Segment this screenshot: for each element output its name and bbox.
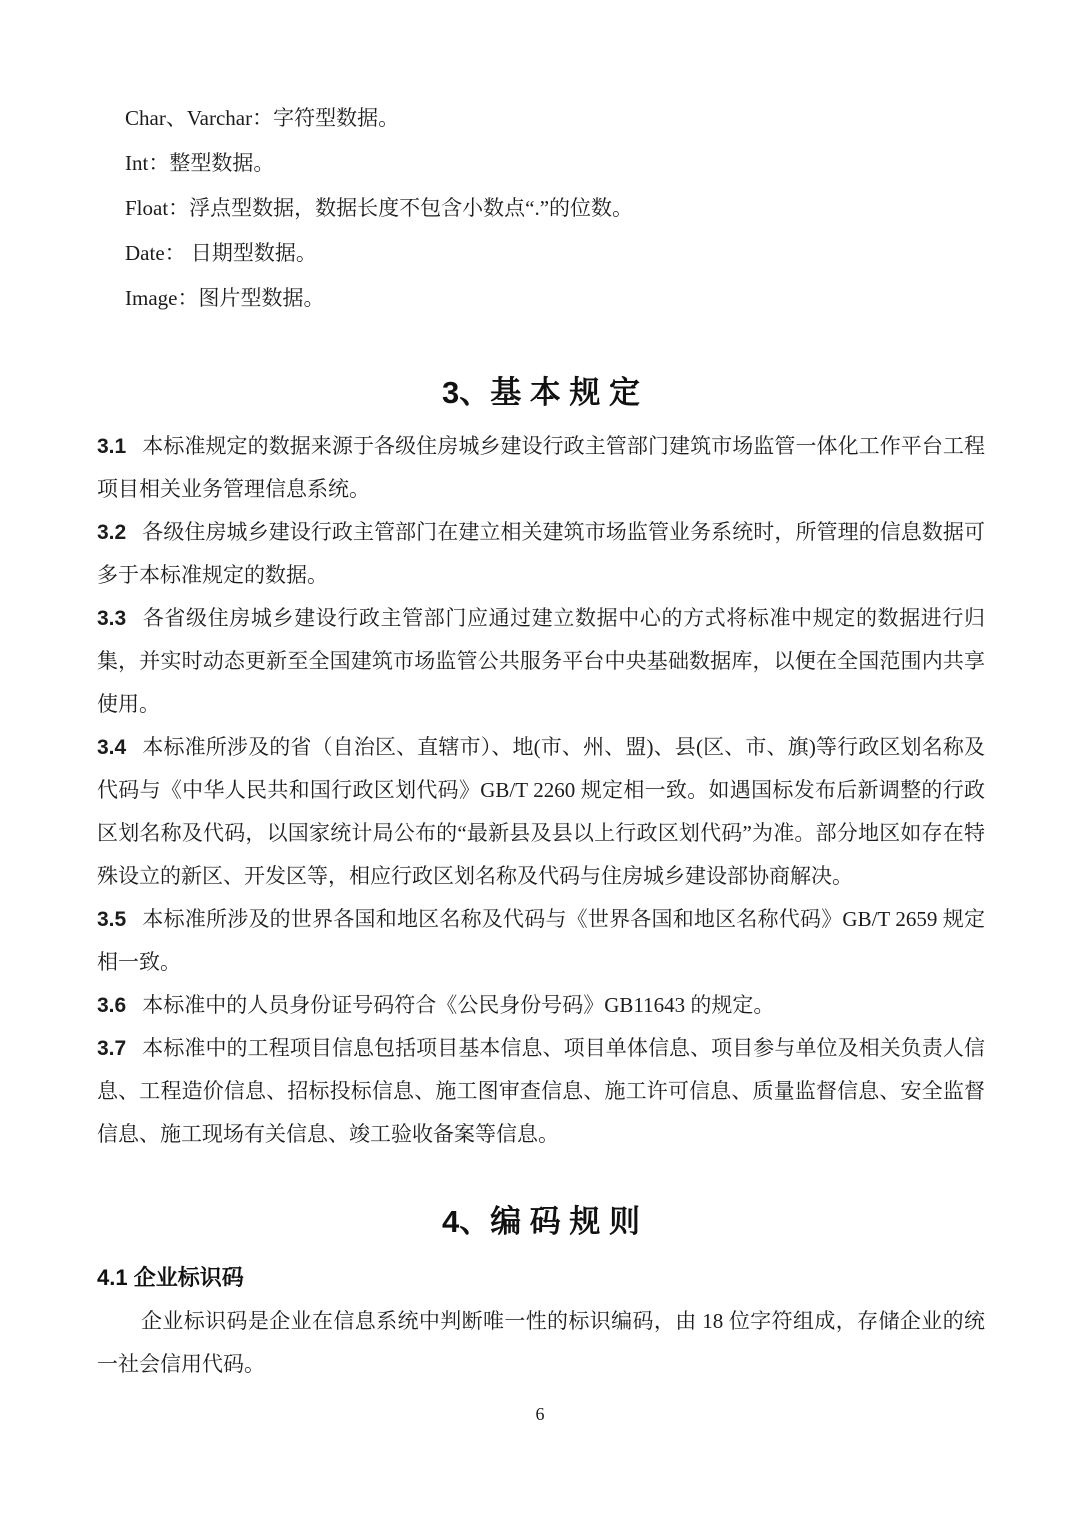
clause-3-6-number: 3.6 <box>97 994 127 1017</box>
clause-3-3-number: 3.3 <box>97 607 127 630</box>
section-4-body <box>97 1256 985 1386</box>
clause-3-2-text: 各级住房城乡建设行政主管部门在建立相关建筑市场监管业务系统时，所管理的信息数据可多于本标准规定的数据。 <box>97 520 985 587</box>
clause-3-6 <box>97 984 985 1027</box>
definition-image: Image：图片型数据。 <box>125 286 325 310</box>
clause-3-1 <box>97 425 985 511</box>
clause-3-5-number: 3.5 <box>97 908 127 931</box>
section-4-title: 4、编 码 规 则 <box>441 1204 641 1239</box>
clause-3-3-text: 各省级住房城乡建设行政主管部门应通过建立数据中心的方式将标准中规定的数据进行归集，并实时动态更新至全国建筑市场监管公共服务平台中央基础数据库，以便在全国范围内共享使用。 <box>97 606 985 716</box>
subsection-4-1-heading: 4.1 企业标识码 <box>97 1265 244 1290</box>
clause-3-1-text: 本标准规定的数据来源于各级住房城乡建设行政主管部门建筑市场监管一体化工作平台工程项目相关业务管理信息系统。 <box>97 434 985 501</box>
definition-date: Date： 日期型数据。 <box>125 241 317 265</box>
clause-3-7 <box>97 1027 985 1156</box>
clause-3-7-number: 3.7 <box>97 1037 127 1060</box>
subsection-4-1-paragraph: 企业标识码是企业在信息系统中判断唯一性的标识编码，由 18 位字符组成，存储企业的统一社会信用代码。 <box>97 1309 985 1376</box>
clause-3-3 <box>97 597 985 726</box>
definition-char-varchar: Char、Varchar：字符型数据。 <box>125 106 400 130</box>
page-number: 6 <box>535 1404 545 1424</box>
clause-3-2 <box>97 511 985 597</box>
data-type-definitions <box>125 96 985 321</box>
clause-3-2-number: 3.2 <box>97 521 127 544</box>
clause-3-5 <box>97 898 985 984</box>
clause-3-6-text: 本标准中的人员身份证号码符合《公民身份号码》GB11643 的规定。 <box>142 993 775 1017</box>
section-3-title: 3、基 本 规 定 <box>441 375 641 410</box>
clause-3-4 <box>97 726 985 898</box>
clause-3-5-text: 本标准所涉及的世界各国和地区名称及代码与《世界各国和地区名称代码》GB/T 2659 规定相一致。 <box>97 907 985 974</box>
clause-3-7-text: 本标准中的工程项目信息包括项目基本信息、项目单体信息、项目参与单位及相关负责人信息、工程造价信息、招标投标信息、施工图审查信息、施工许可信息、质量监督信息、安全监督信息、施工现场有关信息、竣工验收备案等信息。 <box>97 1036 985 1146</box>
clause-3-1-number: 3.1 <box>97 435 127 458</box>
clause-3-4-text: 本标准所涉及的省（自治区、直辖市）、地(市、州、盟)、县(区、市、旗)等行政区划名称及代码与《中华人民共和国行政区划代码》GB/T 2260 规定相一致。如遇国标发布后新调整的行政区划名称及代码，以国家统计局公布的“最新县及县以上行政区划代码”为准。部分地区如存在特殊设立的新区、开发区等，相应行政区划名称及代码与住房城乡建设部协商解决。 <box>97 735 985 888</box>
section-3-body <box>97 425 985 1156</box>
definition-int: Int：整型数据。 <box>125 151 275 175</box>
clause-3-4-number: 3.4 <box>97 736 127 759</box>
definition-float: Float：浮点型数据，数据长度不包含小数点“.”的位数。 <box>125 196 634 220</box>
